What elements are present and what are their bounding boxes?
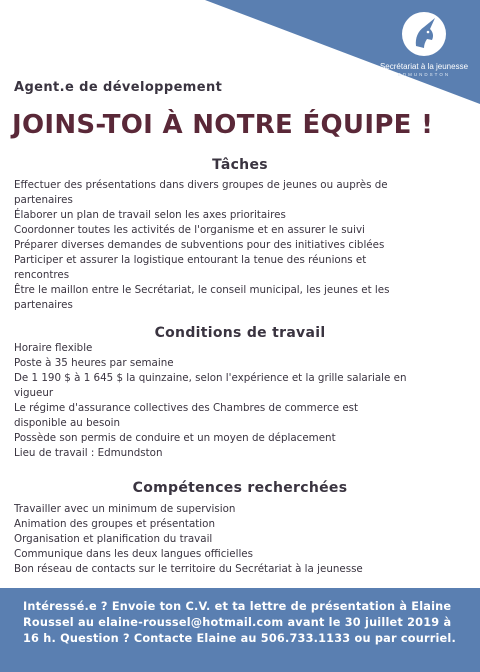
list-item: Participer et assurer la logistique entourant la tenue des réunions et: [14, 254, 367, 266]
list-item: Possède son permis de conduire et un moyen de déplacement: [14, 432, 336, 444]
page-title: JOINS-TOI À NOTRE ÉQUIPE !: [12, 110, 434, 140]
list-item: Coordonner toutes les activités de l'organisme et en assurer le suivi: [14, 224, 365, 236]
contact-text: Intéressé.e ? Envoie ton C.V. et ta lettre de présentation à Elaine Roussel au elaine-roussel@hotmail.com avant le 30 juillet 2019 à 16 h. Question ? Contacte Elaine au 506.733.1133 ou par courriel.: [23, 600, 456, 645]
taches-list: [14, 178, 444, 313]
section-heading-taches: Tâches: [212, 157, 268, 173]
list-item: De 1 190 $ à 1 645 $ la quinzaine, selon l'expérience et la grille salariale en: [14, 372, 407, 384]
list-item: Être le maillon entre le Secrétariat, le conseil municipal, les jeunes et les: [14, 284, 390, 296]
conditions-list: [14, 341, 444, 461]
list-item: Bon réseau de contacts sur le territoire du Secrétariat à la jeunesse: [14, 563, 363, 575]
list-item: Lieu de travail : Edmundston: [14, 447, 163, 459]
list-item: partenaires: [14, 194, 73, 206]
job-subtitle: Agent.e de développement: [14, 80, 223, 95]
list-item: disponible au besoin: [14, 417, 121, 429]
section-heading-conditions: Conditions de travail: [154, 325, 326, 341]
section-heading-competences: Compétences recherchées: [132, 480, 348, 496]
list-item: Effectuer des présentations dans divers groupes de jeunes ou auprès de: [14, 179, 388, 191]
list-item: Organisation et planification du travail: [14, 533, 213, 545]
logo-name: Secrétariat à la jeunesse: [379, 62, 469, 71]
list-item: Horaire flexible: [14, 342, 93, 354]
list-item: Poste à 35 heures par semaine: [14, 357, 174, 369]
list-item: Travailler avec un minimum de supervision: [14, 503, 236, 515]
contact-footer: [0, 588, 480, 672]
list-item: Le régime d'assurance collectives des Chambres de commerce est: [14, 402, 359, 414]
unicorn-head-icon: [402, 12, 446, 56]
list-item: Communique dans les deux langues officielles: [14, 548, 254, 560]
list-item: rencontres: [14, 269, 70, 281]
list-item: Préparer diverses demandes de subventions pour des initiatives ciblées: [14, 239, 385, 251]
list-item: vigueur: [14, 387, 54, 399]
list-item: Élaborer un plan de travail selon les axes prioritaires: [14, 209, 286, 221]
organization-logo: [376, 12, 472, 86]
competences-list: [14, 502, 444, 577]
list-item: Animation des groupes et présentation: [14, 518, 215, 530]
logo-subtitle: EDMUNDSTON: [397, 72, 451, 77]
list-item: partenaires: [14, 299, 73, 311]
